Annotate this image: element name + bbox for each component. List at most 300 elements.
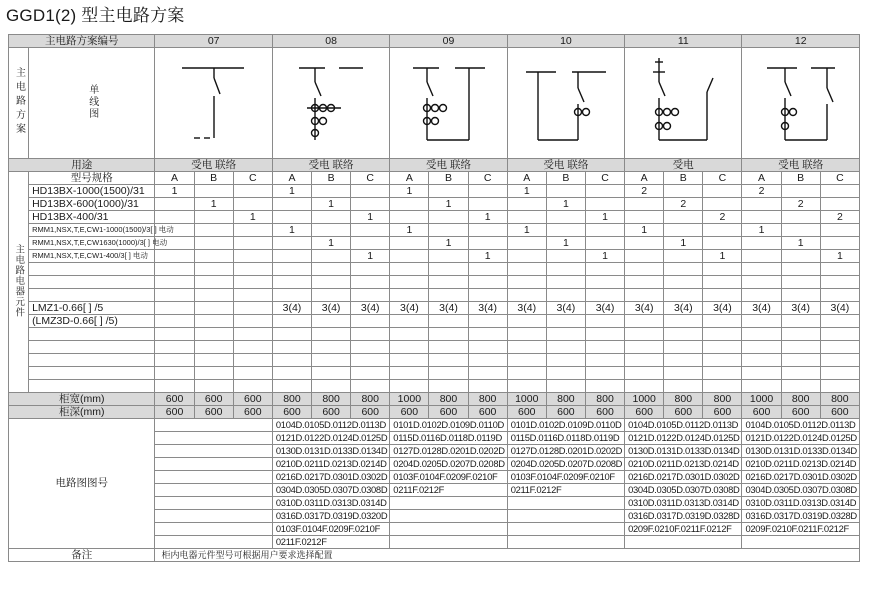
component-qty: [585, 289, 624, 302]
component-qty: [664, 354, 703, 367]
component-qty: [820, 354, 859, 367]
component-qty: [585, 354, 624, 367]
component-qty: [507, 250, 546, 263]
component-qty: [351, 341, 390, 354]
component-qty: [742, 198, 781, 211]
component-qty: [390, 328, 429, 341]
component-qty: 2: [781, 198, 820, 211]
cabinet-width-row-label: 柜宽(mm): [9, 393, 155, 406]
sub-column-header: C: [233, 172, 272, 185]
component-name: HD13BX-1000(1500)/31: [29, 185, 155, 198]
circuit-diagram-code: 0130D.0131D.0133D.0134D: [272, 445, 389, 458]
component-qty: 3(4): [703, 302, 742, 315]
component-qty: [155, 328, 194, 341]
component-name: RMM1,NSX,T,E,CW1-400/3[ ] 电动: [29, 250, 155, 263]
circuit-diagram-code: 0103F.0104F.0209F.0210F: [272, 523, 389, 536]
sub-column-header: C: [351, 172, 390, 185]
component-qty: [351, 263, 390, 276]
usage-value: 受电 联络: [272, 159, 389, 172]
component-qty: [272, 380, 311, 393]
component-qty: [507, 276, 546, 289]
component-qty: [585, 276, 624, 289]
component-qty: [703, 315, 742, 328]
circuit-diagram-code: 0204D.0205D.0207D.0208D: [507, 458, 624, 471]
component-qty: [155, 276, 194, 289]
component-qty: [781, 341, 820, 354]
component-qty: [703, 328, 742, 341]
component-row: [9, 237, 860, 250]
component-qty: [781, 354, 820, 367]
header-row: [9, 35, 860, 48]
circuit-diagram-code: 0310D.0311D.0313D.0314D: [742, 497, 860, 510]
component-qty: [742, 354, 781, 367]
component-qty: [468, 354, 507, 367]
component-qty: 1: [312, 198, 351, 211]
component-qty: 2: [742, 185, 781, 198]
component-qty: [429, 367, 468, 380]
component-qty: [390, 367, 429, 380]
dimension-value: 600: [742, 406, 781, 419]
component-qty: [820, 289, 859, 302]
component-qty: [351, 185, 390, 198]
component-qty: 2: [625, 185, 664, 198]
sub-column-header: B: [781, 172, 820, 185]
component-qty: [507, 289, 546, 302]
dimension-value: 600: [546, 406, 585, 419]
component-name: [29, 367, 155, 380]
components-side-text: 主电路电器元件: [13, 244, 25, 318]
component-qty: 3(4): [390, 302, 429, 315]
component-qty: [272, 367, 311, 380]
component-qty: [233, 302, 272, 315]
component-qty: [233, 367, 272, 380]
dimension-value: 600: [429, 406, 468, 419]
circuit-diagram-code: 0211F.0212F: [390, 484, 507, 497]
single-line-diagram-08: [272, 48, 389, 159]
component-row: [9, 289, 860, 302]
circuit-diagram-code: [507, 536, 624, 549]
dimension-value: 1000: [507, 393, 546, 406]
remarks-label: 备注: [9, 549, 155, 562]
circuit-diagram-code: 0115D.0116D.0118D.0119D: [507, 432, 624, 445]
circuit-diagram-code: 0115D.0116D.0118D.0119D: [390, 432, 507, 445]
component-qty: [155, 289, 194, 302]
component-qty: [703, 354, 742, 367]
component-qty: [664, 315, 703, 328]
component-qty: [272, 237, 311, 250]
component-qty: 2: [703, 211, 742, 224]
component-qty: [742, 263, 781, 276]
component-qty: [546, 211, 585, 224]
component-qty: [664, 276, 703, 289]
component-qty: [625, 250, 664, 263]
component-qty: 1: [781, 237, 820, 250]
dimension-value: 800: [546, 393, 585, 406]
component-qty: [546, 315, 585, 328]
component-qty: [664, 341, 703, 354]
dimension-value: 800: [429, 393, 468, 406]
component-qty: 3(4): [312, 302, 351, 315]
scheme-table: [8, 34, 860, 562]
component-qty: [468, 276, 507, 289]
dimension-value: 600: [194, 393, 233, 406]
component-row: [9, 354, 860, 367]
scheme-number: 12: [742, 35, 860, 48]
component-qty: [194, 302, 233, 315]
scheme-number: 08: [272, 35, 389, 48]
component-qty: [390, 380, 429, 393]
cabinet-depth-row-label: 柜深(mm): [9, 406, 155, 419]
dimension-value: 600: [585, 406, 624, 419]
component-qty: [703, 341, 742, 354]
component-row: [9, 263, 860, 276]
single-line-diagram-07: [155, 48, 272, 159]
component-qty: [429, 276, 468, 289]
component-qty: [351, 289, 390, 302]
dimension-value: 800: [703, 393, 742, 406]
sub-column-header: A: [742, 172, 781, 185]
component-qty: [820, 224, 859, 237]
dimension-value: 600: [468, 406, 507, 419]
component-qty: [664, 224, 703, 237]
component-row: [9, 302, 860, 315]
component-qty: [312, 354, 351, 367]
component-qty: [351, 367, 390, 380]
component-qty: [390, 250, 429, 263]
component-row: [9, 367, 860, 380]
circuit-diagram-code: 0121D.0122D.0124D.0125D: [625, 432, 742, 445]
component-qty: [468, 263, 507, 276]
component-qty: [742, 341, 781, 354]
component-qty: [546, 263, 585, 276]
circuit-diagram-code: [155, 419, 272, 432]
circuit-diagram-code: 0127D.0128D.0201D.0202D: [507, 445, 624, 458]
sub-column-header: B: [429, 172, 468, 185]
single-line-diagram-09: [390, 48, 507, 159]
dimension-value: 600: [312, 406, 351, 419]
component-qty: [194, 237, 233, 250]
remarks-row: [9, 549, 860, 562]
sub-column-header: A: [390, 172, 429, 185]
single-line-diagram-icon: [281, 48, 381, 158]
circuit-diagram-code: [155, 510, 272, 523]
component-name: RMM1,NSX,T,E,CW1-1000(1500)/3[ ] 电动: [29, 224, 155, 237]
component-qty: 1: [703, 250, 742, 263]
component-qty: [468, 380, 507, 393]
component-qty: [390, 237, 429, 250]
diagram-side-label: 主电路方案: [9, 48, 29, 159]
sub-column-header: C: [703, 172, 742, 185]
component-qty: 3(4): [546, 302, 585, 315]
component-qty: [155, 315, 194, 328]
component-qty: [507, 328, 546, 341]
remarks-text: 柜内电器元件型号可根据用户要求选择配置: [155, 549, 860, 562]
circuit-diagram-code: [390, 523, 507, 536]
component-qty: [390, 211, 429, 224]
component-qty: [233, 276, 272, 289]
component-qty: [233, 354, 272, 367]
component-qty: [585, 198, 624, 211]
dimension-value: 800: [351, 393, 390, 406]
circuit-diagram-code: [507, 523, 624, 536]
component-qty: 1: [233, 211, 272, 224]
component-qty: [272, 276, 311, 289]
component-qty: [781, 263, 820, 276]
component-qty: [194, 250, 233, 263]
dimension-value: 600: [507, 406, 546, 419]
component-qty: [233, 380, 272, 393]
component-name: RMM1,NSX,T,E,CW1630(1000)/3[ ] 电动: [29, 237, 155, 250]
circuit-diagram-code: [507, 497, 624, 510]
component-qty: [585, 341, 624, 354]
component-name: [29, 263, 155, 276]
component-qty: [546, 289, 585, 302]
component-qty: 1: [351, 211, 390, 224]
component-qty: [272, 289, 311, 302]
component-qty: [155, 302, 194, 315]
component-qty: 1: [507, 224, 546, 237]
component-qty: [546, 354, 585, 367]
component-qty: [429, 250, 468, 263]
component-qty: [429, 341, 468, 354]
circuit-diagram-row: [9, 419, 860, 432]
circuit-diagram-code: 0316D.0317D.0319D.0328D: [625, 510, 742, 523]
component-qty: [233, 263, 272, 276]
circuit-diagram-code: 0211F.0212F: [507, 484, 624, 497]
component-qty: [664, 185, 703, 198]
component-qty: [742, 250, 781, 263]
component-qty: [820, 237, 859, 250]
circuit-diagram-code: 0216D.0217D.0301D.0302D: [742, 471, 860, 484]
usage-value: 受电 联络: [390, 159, 507, 172]
component-qty: [820, 380, 859, 393]
circuit-diagram-code: 0101D.0102D.0109D.0110D: [507, 419, 624, 432]
usage-value: 受电 联络: [155, 159, 272, 172]
component-qty: [233, 250, 272, 263]
components-side-label: [9, 172, 29, 393]
component-qty: 1: [272, 185, 311, 198]
component-qty: [429, 289, 468, 302]
component-row: [9, 380, 860, 393]
component-qty: [272, 211, 311, 224]
component-qty: [233, 198, 272, 211]
dimension-value: 600: [155, 393, 194, 406]
circuit-diagram-code: 0210D.0211D.0213D.0214D: [625, 458, 742, 471]
component-qty: 1: [429, 237, 468, 250]
component-qty: [585, 367, 624, 380]
component-qty: [233, 185, 272, 198]
component-qty: [507, 367, 546, 380]
component-qty: [312, 380, 351, 393]
component-qty: [820, 276, 859, 289]
component-qty: [742, 211, 781, 224]
sub-column-header: B: [546, 172, 585, 185]
component-qty: [507, 263, 546, 276]
component-name: [29, 341, 155, 354]
component-qty: [429, 224, 468, 237]
circuit-diagram-code: [155, 523, 272, 536]
component-qty: [351, 198, 390, 211]
component-qty: [703, 367, 742, 380]
cabinet-depth-row: [9, 406, 860, 419]
component-qty: [312, 367, 351, 380]
component-qty: [625, 380, 664, 393]
circuit-diagram-code: 0304D.0305D.0307D.0308D: [272, 484, 389, 497]
component-qty: [351, 380, 390, 393]
circuit-diagram-code: 0316D.0317D.0319D.0320D: [272, 510, 389, 523]
component-qty: [507, 211, 546, 224]
single-line-diagram-11: [625, 48, 742, 159]
component-qty: [742, 367, 781, 380]
spec-label: 型号规格: [29, 172, 155, 185]
dimension-value: 600: [194, 406, 233, 419]
component-qty: [507, 237, 546, 250]
component-qty: [155, 341, 194, 354]
component-qty: 1: [429, 198, 468, 211]
circuit-diagram-label: 电路图图号: [9, 419, 155, 549]
component-qty: [507, 380, 546, 393]
component-qty: [351, 354, 390, 367]
component-qty: 1: [272, 224, 311, 237]
component-qty: [585, 185, 624, 198]
component-qty: [546, 380, 585, 393]
component-qty: [390, 263, 429, 276]
component-qty: 1: [468, 211, 507, 224]
component-qty: 1: [546, 237, 585, 250]
component-name: [29, 289, 155, 302]
circuit-diagram-code: 0127D.0128D.0201D.0202D: [390, 445, 507, 458]
sub-column-header: B: [312, 172, 351, 185]
component-qty: [625, 289, 664, 302]
cabinet-width-row: [9, 393, 860, 406]
component-qty: [703, 276, 742, 289]
circuit-diagram-code: [390, 510, 507, 523]
circuit-diagram-code: 0101D.0102D.0109D.0110D: [390, 419, 507, 432]
dimension-value: 600: [390, 406, 429, 419]
component-qty: 3(4): [625, 302, 664, 315]
sub-column-header: B: [194, 172, 233, 185]
component-qty: [703, 224, 742, 237]
circuit-diagram-code: 0210D.0211D.0213D.0214D: [272, 458, 389, 471]
scheme-number: 10: [507, 35, 624, 48]
circuit-diagram-code: 0103F.0104F.0209F.0210F: [390, 471, 507, 484]
circuit-diagram-code: 0104D.0105D.0112D.0113D: [625, 419, 742, 432]
component-qty: [742, 380, 781, 393]
component-qty: [664, 289, 703, 302]
circuit-diagram-code: [390, 536, 507, 549]
dimension-value: 800: [820, 393, 859, 406]
scheme-number: 11: [625, 35, 742, 48]
component-qty: 1: [390, 224, 429, 237]
component-qty: [312, 289, 351, 302]
component-row: [9, 198, 860, 211]
component-qty: [585, 224, 624, 237]
dimension-value: 600: [233, 406, 272, 419]
component-row: [9, 211, 860, 224]
dimension-value: 600: [781, 406, 820, 419]
dimension-value: 600: [155, 406, 194, 419]
usage-value: 受电: [625, 159, 742, 172]
circuit-diagram-code: [390, 497, 507, 510]
component-qty: [194, 185, 233, 198]
component-qty: [468, 289, 507, 302]
component-qty: [429, 263, 468, 276]
component-qty: [781, 250, 820, 263]
diagram-row-label: 单线图: [29, 48, 155, 159]
sub-column-header: B: [664, 172, 703, 185]
component-qty: [272, 250, 311, 263]
page-title: GGD1(2) 型主电路方案: [6, 6, 185, 25]
component-qty: [781, 185, 820, 198]
component-qty: 3(4): [351, 302, 390, 315]
component-qty: [429, 328, 468, 341]
single-line-diagram-10: [507, 48, 624, 159]
circuit-diagram-code: 0130D.0131D.0133D.0134D: [625, 445, 742, 458]
component-qty: 3(4): [468, 302, 507, 315]
circuit-diagram-code: [155, 471, 272, 484]
component-qty: [468, 185, 507, 198]
component-qty: 1: [468, 250, 507, 263]
component-qty: [155, 198, 194, 211]
dimension-value: 600: [820, 406, 859, 419]
circuit-diagram-code: 0216D.0217D.0301D.0302D: [625, 471, 742, 484]
component-qty: [155, 263, 194, 276]
dimension-value: 600: [625, 406, 664, 419]
dimension-value: 600: [664, 406, 703, 419]
single-line-diagram-icon: [516, 48, 616, 158]
component-qty: 2: [664, 198, 703, 211]
component-qty: [194, 328, 233, 341]
component-qty: [781, 289, 820, 302]
component-qty: [585, 315, 624, 328]
single-line-diagram-12: [742, 48, 860, 159]
component-qty: [312, 341, 351, 354]
component-qty: [703, 380, 742, 393]
component-qty: 1: [742, 224, 781, 237]
component-qty: 1: [312, 237, 351, 250]
component-qty: [155, 250, 194, 263]
single-line-diagram-icon: [633, 48, 733, 158]
circuit-diagram-code: 0210D.0211D.0213D.0214D: [742, 458, 860, 471]
circuit-diagram-code: [625, 536, 742, 549]
component-qty: [468, 198, 507, 211]
component-qty: [194, 354, 233, 367]
component-qty: 3(4): [781, 302, 820, 315]
component-row: [9, 250, 860, 263]
single-line-diagram-icon: [751, 48, 851, 158]
component-qty: [585, 237, 624, 250]
component-qty: [664, 263, 703, 276]
component-qty: [312, 315, 351, 328]
component-qty: [155, 367, 194, 380]
usage-value: 受电 联络: [507, 159, 624, 172]
circuit-diagram-code: 0310D.0311D.0313D.0314D: [272, 497, 389, 510]
dimension-value: 600: [233, 393, 272, 406]
component-qty: 3(4): [820, 302, 859, 315]
component-qty: [312, 224, 351, 237]
component-name: [29, 328, 155, 341]
component-qty: [233, 289, 272, 302]
component-qty: [781, 315, 820, 328]
component-qty: [312, 211, 351, 224]
circuit-diagram-code: 0211F.0212F: [272, 536, 389, 549]
component-qty: 1: [351, 250, 390, 263]
component-qty: 2: [820, 211, 859, 224]
circuit-diagram-code: [155, 484, 272, 497]
component-qty: [194, 276, 233, 289]
component-qty: [272, 328, 311, 341]
component-qty: 3(4): [585, 302, 624, 315]
